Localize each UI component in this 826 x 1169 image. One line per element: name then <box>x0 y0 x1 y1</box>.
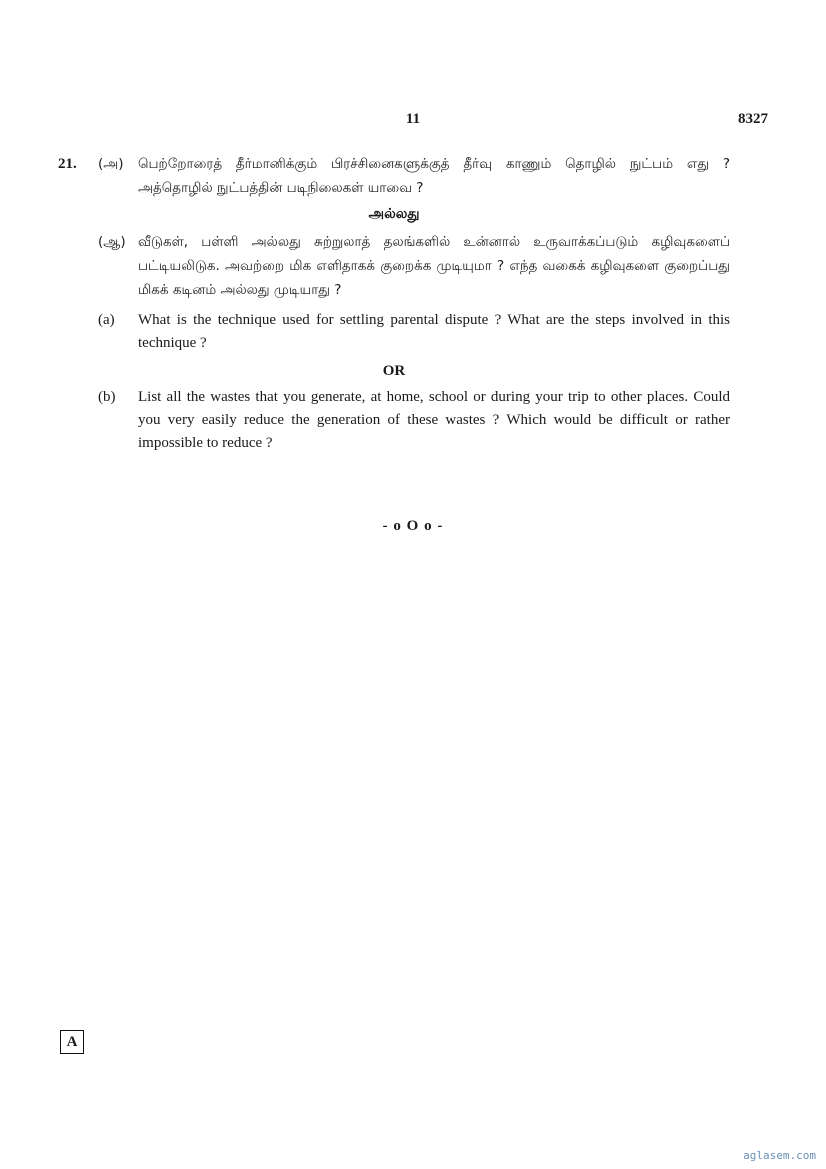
end-of-paper-mark: - o O o - <box>382 518 444 534</box>
english-part-b <box>58 386 730 455</box>
tamil-or-separator: அல்லது <box>368 206 420 222</box>
tamil-part-a-text: பெற்றோரைத் தீர்மானிக்கும் பிரச்சினைகளுக்குத் தீர்வு காணும் தொழில் நுட்பம் எது ? அத்தொழில் நுட்பத்தின் படிநிலைகள் யாவை ? <box>138 156 730 196</box>
english-part-a-text: What is the technique used for settling parental dispute ? What are the steps involved in this technique ? <box>138 312 730 351</box>
tamil-part-b-text: வீடுகள், பள்ளி அல்லது சுற்றுலாத் தலங்களில் உன்னால் உருவாக்கப்படும் கழிவுகளைப் பட்டியலிடுக. அவற்றை மிக எளிதாகக் குறைக்க முடியுமா ? எந்த வகைக் கழிவுகளை குறைப்பது மிகக் கடினம் அல்லது முடியாது ? <box>138 234 730 298</box>
booklet-series-box: A <box>60 1030 84 1054</box>
english-part-a-marker: (a) <box>98 312 115 328</box>
paper-code: 8327 <box>738 111 768 127</box>
english-or-separator: OR <box>382 363 406 379</box>
tamil-part-b-marker: (ஆ) <box>98 234 126 250</box>
watermark-link[interactable]: aglasem.com <box>743 1149 816 1162</box>
english-part-b-text: List all the wastes that you generate, at home, school or during your trip to other places. Could you very easily reduce the generation of these wastes ? Which would be difficult or rather impossible to reduce ? <box>138 389 730 451</box>
page-number: 11 <box>405 111 421 127</box>
tamil-part-a-marker: (அ) <box>98 156 124 172</box>
question-number: 21. <box>58 156 77 172</box>
tamil-part-a <box>58 152 730 200</box>
tamil-part-b <box>58 230 730 302</box>
english-part-b-marker: (b) <box>98 389 116 405</box>
question-21 <box>58 152 730 455</box>
english-part-a <box>58 309 730 355</box>
